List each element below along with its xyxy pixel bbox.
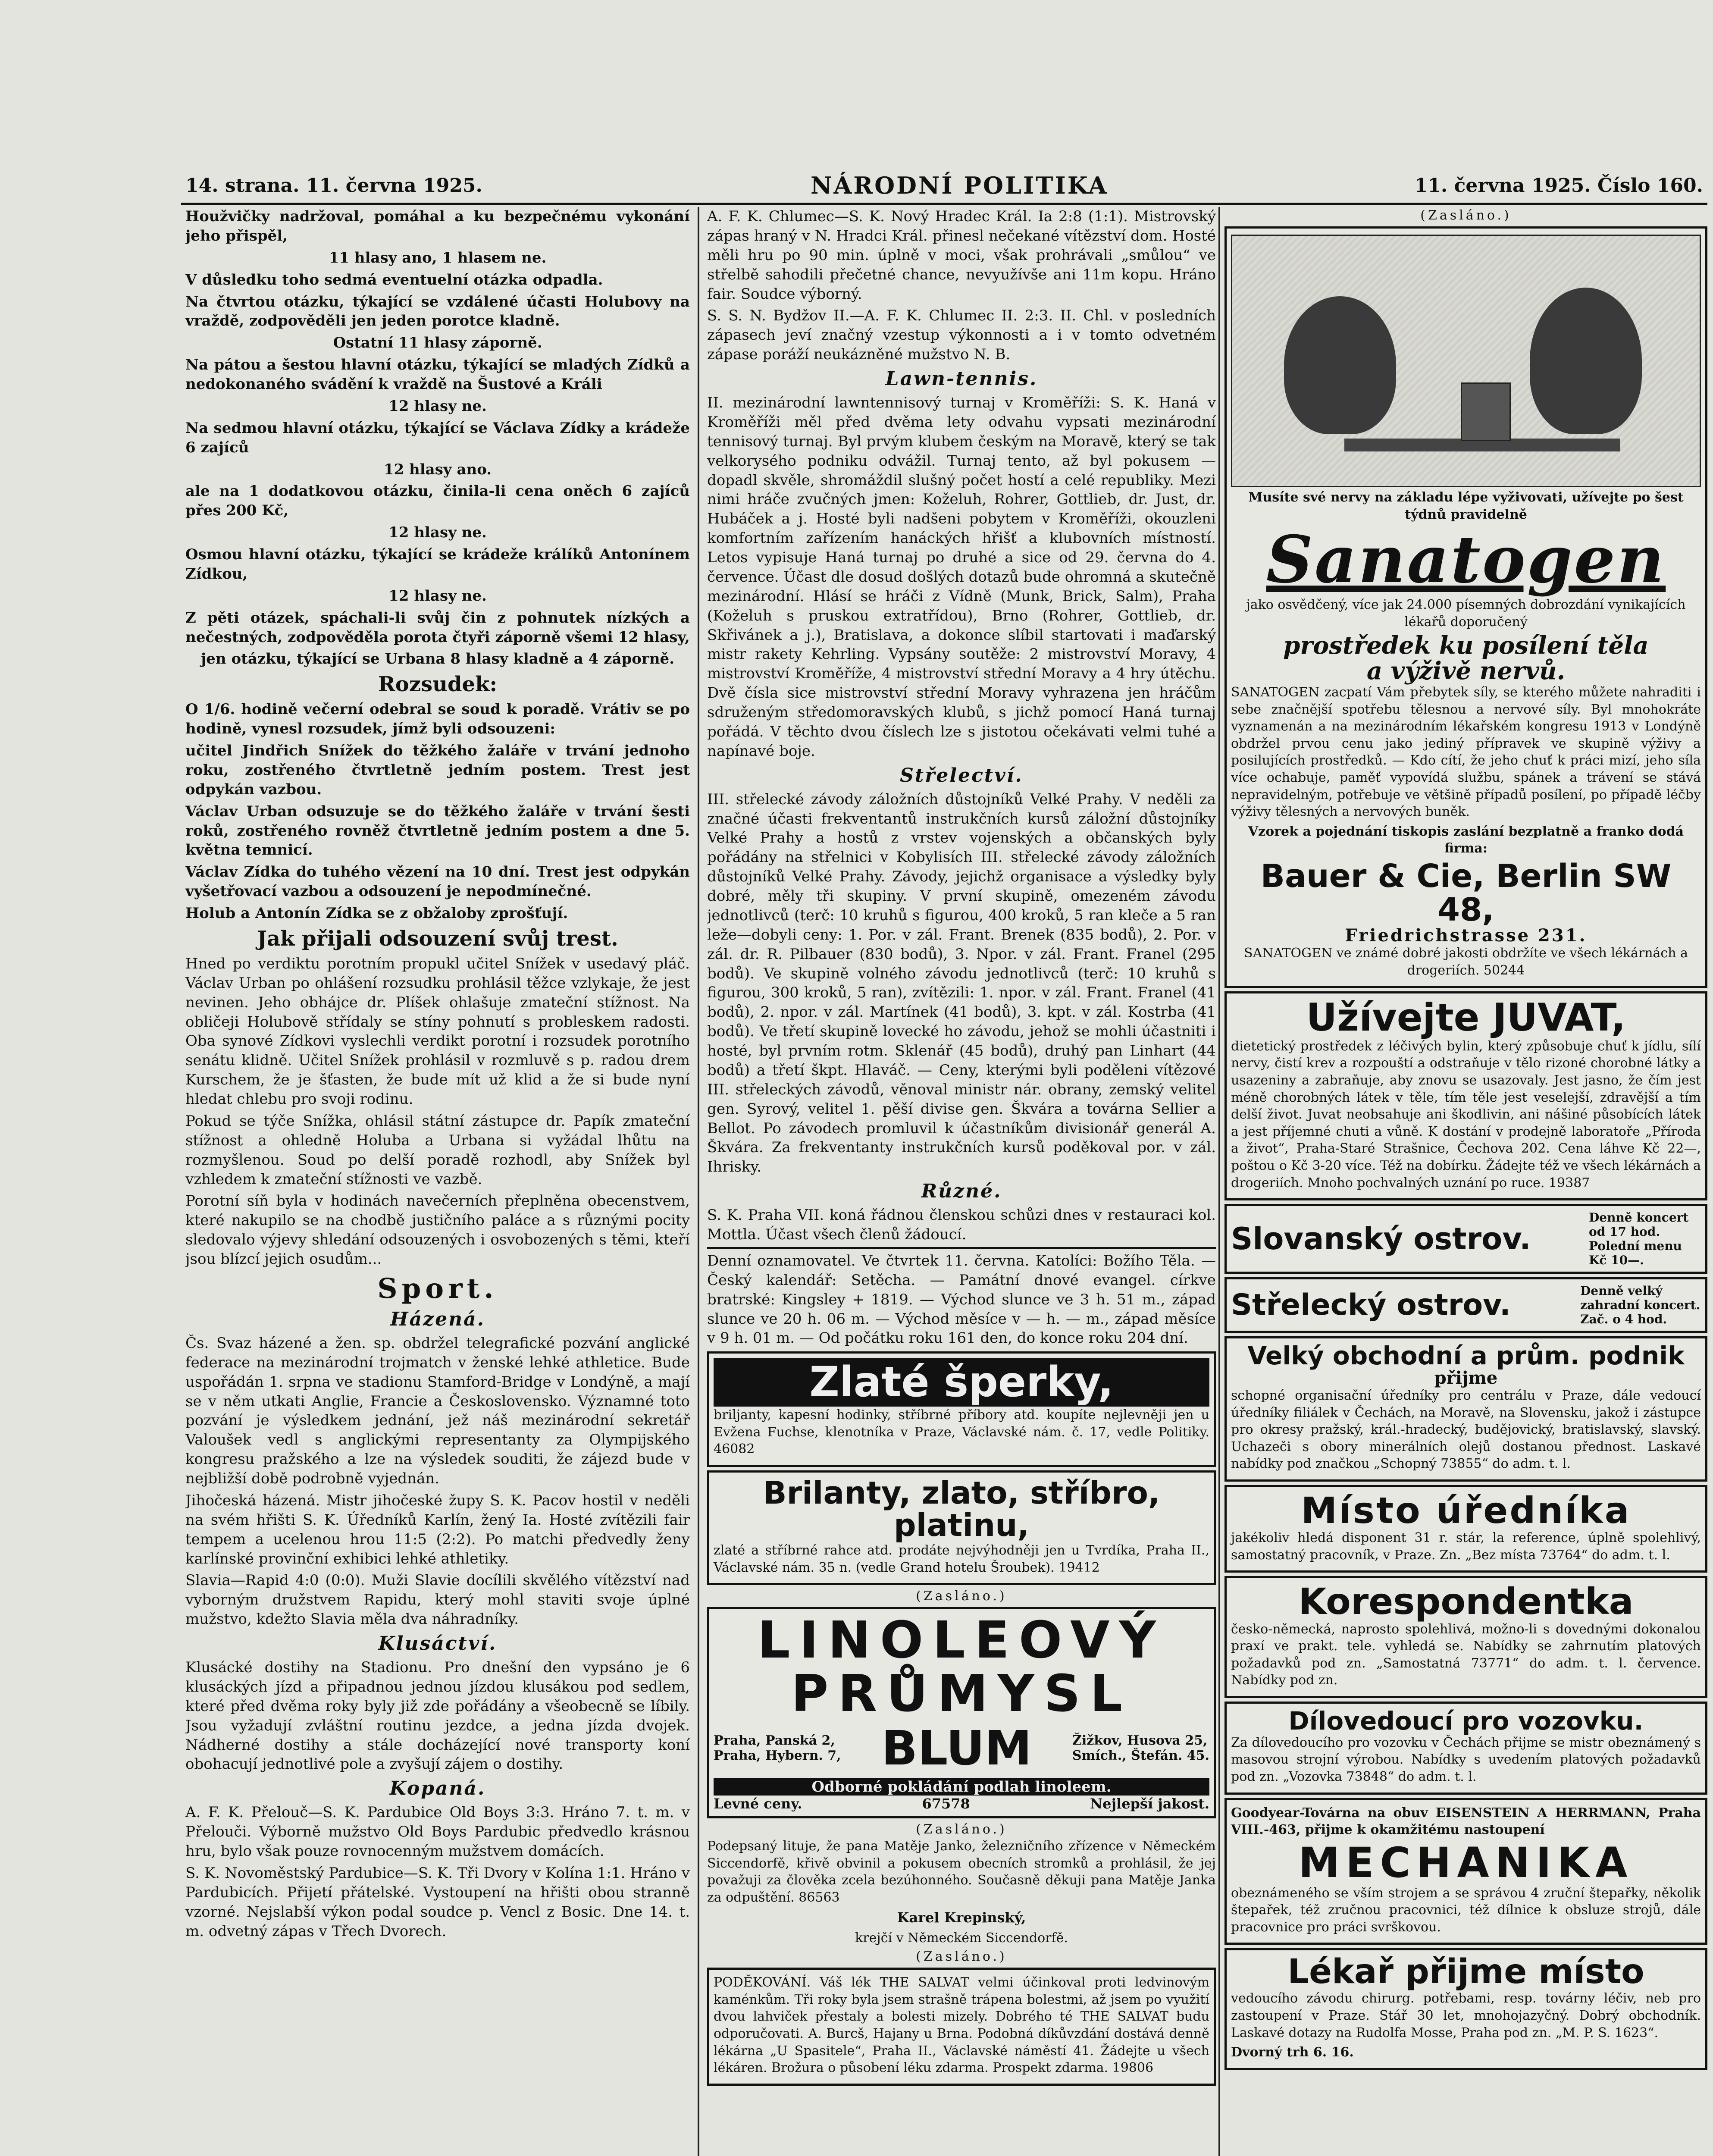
- paragraph: Porotní síň byla v hodinách navečerních přeplněna obecenstvem, které nakupilo se na chodbě justičního paláce a s různými pocity sledovalo výjevy shledání odsouzených i osvobozených s těmi, kteří jsou blízcí jejich osudům...: [185, 1192, 690, 1268]
- paragraph: Václav Zídka do tuhého vězení na 10 dní. Trest jest odpykán vyšetřovací vazbou a odsouzení je nepodmínečné.: [185, 863, 690, 900]
- paragraph: Pokud se týče Snížka, ohlásil státní zástupce dr. Papík zmateční stížnost a ohledně Holuba a Urbana si vyžádal lhůtu na rozmyšlenou. Soud po delší poradě rozhodl, aby Snížek byl vzhledem k zmateční stížnosti ve vazbě.: [185, 1112, 690, 1188]
- paragraph: S. K. Praha VII. koná řádnou členskou schůzi dnes v restauraci kol. Mottla. Účast všech členů žádoucí.: [707, 1206, 1216, 1243]
- section-heading-rozsudek: Rozsudek:: [378, 672, 498, 697]
- ad-brilanty: [707, 1470, 1216, 1585]
- paragraph: Na sedmou hlavní otázku, týkající se Václava Zídky a krádeže 6 zajíců: [185, 419, 690, 456]
- ad-title-line2: PRŮMYSL: [791, 1664, 1132, 1724]
- paragraph: Na čtvrtou otázku, týkající se vzdálené účasti Holubovy na vraždě, zodpověděli jen jeden porotce kladně.: [185, 293, 690, 330]
- ad-the-salvat: [707, 1968, 1216, 2086]
- illustration-two-men-at-table: [1231, 235, 1701, 487]
- zaslano-label: (Zasláno.): [916, 1821, 1007, 1837]
- ad-text: briljanty, kapesní hodinky, stříbrné příbory atd. koupíte nejlevněji jen u Evžena Fuchse, klenotníka v Praze, Václavské nám. č. 17, vedle Politiky. 46082: [714, 1407, 1209, 1457]
- ad-strelecky-ostrov: [1224, 1277, 1707, 1333]
- vote-result: 12 hlasy ne.: [388, 587, 487, 605]
- ad-text: Denně koncert od 17 hod.: [1589, 1210, 1689, 1239]
- masthead: [185, 168, 1703, 203]
- ad-title: Místo úředníka: [1301, 1489, 1631, 1532]
- paragraph: Čs. Svaz házené a žen. sp. obdržel telegrafické pozvání anglické federace na mezinárodní trojmatch v ženské lehké athletice. Bude uspořádán 1. srpna ve stadionu Stamford-Bridge v Londýně, a mají se v něm utkati Anglie, Francie a Československo. Významné toto pozvání je výsledkem jednání, jež náš mezinárodní sekretář Valoušek vedl s anglickými representanty za Olympijského kongresu pražského a lze na výsledek souditi, že zájezd bude v nejbližší době podrobně vyjednán.: [185, 1334, 690, 1487]
- paragraph: Z pěti otázek, spáchali-li svůj čin z pohnutek nízkých a nečestných, zodpověděla porota čtyři záporně všemi 12 hlasy,: [185, 609, 690, 646]
- ad-title: Dílovedoucí pro vozovku.: [1288, 1706, 1644, 1736]
- column-2: [707, 207, 1216, 2156]
- ad-text: česko-německá, naprosto spolehlivá, možno-li s dovednými dokonalou praxí ve prakt. tele. vyhledá se. Nabídky se zahrnutím platových požadavků pod zn. „Samostatná 73771“ do adm. t. l. července. Nabídky pod zn.: [1231, 1621, 1701, 1688]
- ad-lekar: [1224, 1948, 1707, 2070]
- paragraph: Holub a Antonín Zídka se z obžaloby zprošťují.: [185, 905, 568, 922]
- ad-text: Za dílovedoucího pro vozovku v Čechách přijme se mistr obeznámený s masovou strojní výrobou. Nabídky s uvedením platových požadavků pod zn. „Vozovka 73848“ do adm. t. l.: [1231, 1735, 1701, 1785]
- vote-result: jen otázku, týkající se Urbana 8 hlasy kladně a 4 záporně.: [200, 650, 675, 668]
- ad-text: obeznámeného se vším strojem a se správou 4 zruční štepařky, několik štepařek, též zručnou pracovnici, též dílnice k obsluze strojů, dále pracovnice pro práci svrškovou.: [1231, 1885, 1701, 1935]
- zaslano-label: (Zasláno.): [916, 1949, 1007, 1965]
- ad-slogan: prostředek ku posílení těla: [1283, 631, 1649, 660]
- ad-text: PODĚKOVÁNÍ. Váš lék THE SALVAT velmi účinkoval proti ledvinovým kaménkům. Tři roky byla jsem strašně trápena bolestmi, až jsem po využití dvou lahviček přestaly a bolesti mizely. Dobrého té THE SALVAT budu odporučovati. A. Burcš, Hajany u Brna. Podobná díkůvzdání dostává denně lékárna „U Spasitele“, Praha II., Václavské náměstí 41. Žádejte u všech lékáren. Brožura o působení léku zdarma. Prospekt zdarma. 19806: [714, 1975, 1209, 2076]
- ad-address: Friedrichstrasse 231.: [1345, 925, 1587, 946]
- paragraph: III. střelecké závody záložních důstojníků Velké Prahy. V neděli za značné účasti frekventantů instrukčních kursů záložní důstojníky Velké Prahy a hostů z vrstev vojenských a občanských byly pořádány na střelnici v Kobylisích III. střelecké závody záložních důstojníků Velké Prahy. Závody, jejichž organisace a výsledky byly dobré, měly tři skupiny. V první skupině, omezeném závodu jednotlivců (terč: 10 kruhů s figurou, 400 kroků, 5 ran kleče a 5 ran leže—dobyli ceny: 1. Por. v zál. Frant. Brenek (835 bodů), 2. Por. v zál. dr. R. Pilbauer (830 bodů), 3. Npor. v zál. Frant. Franel (295 bodů). Ve skupině volného závodu jednotlivců (terč: 10 kruhů s figurou, 300 kroků, 5 ran), zvítězili: 1. npor. v zál. Frant. Franel (41 bodů), 2. npor. v zál. Martínek (41 bodů), 3. kpt. v zál. Kostrba (41 bodů). Ve třetí skupině lovecké ho závodu, jehož se mohli účastniti i hosté, byl prvním rotm. Sklenář (45 bodů), druhý pan Linhart (44 bodů) a třetí škpt. Hlaváč. — Ceny, kterými byli poděleni vítězové III. střeleckých závodů, věnoval ministr nár. obrany, zemský velitel gen. Syrový, velitel 1. pěší divise gen. Škvára a továrna Sellier a Bellot. Po závodech promluvil k účastníkům divisionář generál A. Škvára. Za frekventanty instrukčních kursů poděkoval por. v zál. Ihrisky.: [707, 790, 1216, 1176]
- column-divider: [1218, 207, 1220, 2156]
- paragraph: Osmou hlavní otázku, týkající se krádeže králíků Antonínem Zídkou,: [185, 546, 690, 583]
- zaslano-label: (Zasláno.): [916, 1589, 1007, 1604]
- figure-man-left: [1284, 296, 1396, 434]
- paragraph: V důsledku toho sedmá eventuelní otázka odpadla.: [185, 271, 603, 288]
- ad-text: vedoucího závodu chirurg. potřebami, resp. továrny léčiv, neb pro zastoupení v Praze. Stář 30 let, mnohojazyčný. Dobrý obchodník. Laskavé dotazy na Rudolfa Mosse, Praha pod zn. „M. P. S. 1623“.: [1231, 1991, 1701, 2040]
- paragraph: Hned po verdiktu porotním propukl učitel Snížek v usedavý pláč. Václav Urban po ohlášení rozsudku prohlásil těžce vzlykaje, že jest nevinen. Jeho obhájce dr. Plíšek ohlašuje zmateční stížnost. Na obličeji Holubově střídaly se stíny pohnutí s probleskem radosti. Oba synové Zídkovi vyslechli verdikt porotní i rozsudek porotního senátu klidně. Učitel Snížek prohlásil v rozmluvě s p. radou drem Kurschem, že je šťasten, že bude mít už klid a že si bude nyní hledat chlebu pro svoji rodinu.: [185, 955, 690, 1108]
- vote-result: 11 hlasy ano, 1 hlasem ne.: [329, 249, 547, 266]
- ad-misto-urednika: [1224, 1485, 1707, 1573]
- vote-result: 12 hlasy ano.: [383, 461, 492, 478]
- ad-title: Velký obchodní a prům. podnik: [1247, 1341, 1685, 1371]
- masthead-rule: [181, 203, 1707, 205]
- paragraph: Na pátou a šestou hlavní otázku, týkající se mladých Zídků a nedokonaného svádění k vraždě na Šustové a Králi: [185, 356, 690, 393]
- column-1: [185, 207, 690, 2156]
- paragraph: A. F. K. Chlumec—S. K. Nový Hradec Král. Ia 2:8 (1:1). Mistrovský zápas hraný v N. Hradci Král. přinesl nečekané vítězství dom. Hosté měli hru po 90 min. úplně v moci, však prohrávali „smůlou“ ve střelbě sahodili přečetné chance, nevyužívše ani 11m kopu. Hráno fair. Soudce výborný.: [707, 208, 1216, 303]
- ad-sanatogen: [1224, 226, 1707, 988]
- ad-zlate-sperky: [707, 1351, 1216, 1467]
- ad-company: Bauer & Cie, Berlin SW 48,: [1260, 857, 1672, 928]
- ad-text: jako osvědčený, více jak 24.000 písemných dobrozdání vynikajících lékařů doporučený: [1246, 597, 1686, 630]
- apology-notice: Podepsaný lituje, že pana Matěje Janko, železničního zřízence v Německém Siccendorfě, křivě obvinil a pokusem obecních stromků a prohlásil, že jej považuji za člověka zcela bezúhonného. Současně děkuji pana Matěje Janka za odpuštění. 86563: [707, 1838, 1216, 1905]
- address: Smích., Štefán. 45.: [1072, 1748, 1209, 1763]
- ad-title: Brilanty, zlato, stříbro, platinu,: [763, 1474, 1160, 1544]
- subheading-kopana: Kopaná.: [389, 1777, 486, 1800]
- paragraph: Jihočeská házená. Mistr jihočeské župy S. K. Pacov hostil v neděli na svém hřišti S. K. Úředníků Karlín, žený Ia. Hosté zvítězili fair tempem a ucelenou hrou 11:5 (2:2). Po matchi předvedly ženy karlínské provinční exhibici lehké athletiky.: [185, 1492, 690, 1567]
- daily-calendar: Denní oznamovatel. Ve čtvrtek 11. června. Katolíci: Božího Těla. — Český kalendář: Setěcha. — Památní dnové evangel. církve bratrské: Kingsley + 1819. — Východ slunce ve 3 h. 51 m., západ slunce ve 20 h. 06 m. — Východ měsíce v — h. — m., západ měsíce v 9 h. 01 m. — Od počátku roku 161 den, do konce roku 204 dní.: [707, 1252, 1216, 1347]
- zaslano-label: (Zasláno.): [1420, 208, 1512, 223]
- vote-result: Ostatní 11 hlasy záporně.: [333, 334, 542, 352]
- paragraph: Slavia—Rapid 4:0 (0:0). Muži Slavie docílili skvělého vítězství nad vyborným družstvem Rapidu, který mohl staviti svoje úplné mužstvo, kdežto Slavia měla dva náhradníky.: [185, 1572, 690, 1628]
- figure-man-right: [1530, 288, 1642, 434]
- column-3: [1224, 207, 1707, 2156]
- ad-title: Užívejte JUVAT,: [1306, 995, 1626, 1040]
- paragraph: A. F. K. Přelouč—S. K. Pardubice Old Boys 3:3. Hráno 7. t. m. v Přelouči. Výborně mužstvo Old Boys Pardubic předvedlo krásnou hru, bylo však pouze rovnocenným mužstvem domácích.: [185, 1804, 690, 1860]
- section-heading-trest: Jak přijali odsouzení svůj trest.: [257, 926, 618, 951]
- ad-text: jakékoliv hledá disponent 31 r. stár, la reference, úplně spolehlivý, samostatný pracovník, v Praze. Zn. „Bez místa 73764“ do adm. t. l.: [1231, 1530, 1701, 1563]
- subheading-strelectvi: Střelectví.: [900, 764, 1023, 787]
- ad-text: Goodyear-Továrna na obuv EISENSTEIN A HERRMANN, Praha VIII.-463, přijme k okamžitému nastoupení: [1231, 1805, 1701, 1838]
- brand-blum: BLUM: [881, 1720, 1032, 1776]
- ad-text: Musíte své nervy na základu lépe vyživovati, užívejte po šest týdnů pravidelně: [1248, 490, 1684, 522]
- paragraph: O 1/6. hodině večerní odebral se soud k poradě. Vrátiv se po hodině, vynesl rozsudek, jímž byli odsouzeni:: [185, 701, 690, 738]
- ad-slogan: a výživě nervů.: [1366, 657, 1566, 686]
- ad-slovansky-ostrov: [1224, 1204, 1707, 1274]
- ad-text: Denně velký zahradní koncert. Zač. o 4 hod.: [1580, 1284, 1700, 1327]
- newspaper-title: NÁRODNÍ POLITIKA: [811, 172, 1109, 199]
- ad-title: Střelecký ostrov.: [1231, 1288, 1511, 1322]
- column-divider: [698, 207, 699, 2156]
- sanatogen-logo: Sanatogen: [1266, 522, 1666, 598]
- paragraph: S. K. Novoměstský Pardubice—S. K. Tři Dvory v Kolína 1:1. Hráno v Pardubicích. Přijetí přátelské. Vystoupení na hřišti obou stranně vzorné. Nejslabší výkon podal soudce p. Vencl z Bosic. Dne 14. t. m. odvetný zápas v Třech Dvorech.: [185, 1864, 690, 1940]
- ad-linoleovy-prumysl: [707, 1607, 1216, 1818]
- subheading-hazena: Házená.: [390, 1308, 485, 1330]
- ad-juvat: [1224, 991, 1707, 1200]
- ad-note: Levné ceny.: [714, 1795, 802, 1812]
- ad-title: Slovanský ostrov.: [1231, 1221, 1531, 1257]
- paragraph: učitel Jindřich Snížek do těžkého žaláře v trvání jednoho roku, zostřeného čtvrtletně jedním postem. Trest jest odpykán vazbou.: [185, 742, 690, 798]
- section-heading-sport: Sport.: [377, 1272, 498, 1305]
- issue-date-number: 11. června 1925. Číslo 160.: [1414, 174, 1703, 197]
- ad-title: MECHANIKA: [1298, 1838, 1634, 1887]
- ad-subtitle: přijme: [1434, 1368, 1498, 1388]
- ad-note: Nejlepší jakost.: [1090, 1795, 1209, 1812]
- ad-mechanika: [1224, 1798, 1707, 1945]
- ad-text: dietetický prostředek z léčivých bylin, který způsobuje chuť k jídlu, sílí nervy, čistí krev a rozpouští a odstraňuje v tělo rizoné chorobné látky a usazeniny a zabraňuje, aby znovu se usazovaly. Jest jasno, že čím jest méně chorobných látek v těle, tím těle jest veselejší, zdravější a tím delší život. Juvat neobsahuje ani škodlivin, ani nášiné působících látek a jest příjemné chuti a vůně. K dostání v prodejně laboratoře „Příroda a život“, Praha-Staré Strašnice, Čechova 202. Cena láhve Kč 22—, poštou o Kč 3-20 více. Též na dobírku. Žádejte též ve všech lékárnách a drogeriích. Mnoho pochvalných uznání po ruce. 19387: [1231, 1038, 1701, 1191]
- paragraph: II. mezinárodní lawntennisový turnaj v Kroměříži: S. K. Haná v Kroměříži měl před dvěma lety odvahu vypsati mezinárodní tennisový turnaj. Byl prvým klubem českým na Moravě, který se tak velkorysého podniku odvážil. Turnaj tento, až byl pokusem — dopadl skvěle, shromáždil slušný počet hostí a celé republiky. Mezi nimi hráče zvučných jmen: Koželuh, Rohrer, Gottlieb, dr. Just, dr. Hubáček a j. Hosté byli nadšeni pobytem v Kroměříži, okouzleni komfortním zařízením hanáckých hřišť a klubovních místností. Letos vypisuje Haná turnaj po druhé a sice od 29. června do 4. července. Účast dle dosud došlých dotazů bude ohromná a skutečně mezinárodní. Hlásí se hráči z Vídně (Munk, Brick, Salm), Praha (Koželuh s pruskou extratřídou), Brno (Rohrer, Gottlieb, dr. Skřivánek a j.), Bratislava, a dokonce slíbil startovati i maďarský mistr rakety Kehrling. Vypsány soutěže: 2 mistrovství Moravy, 4 mistrovství Kroměříže, 4 mistrovství střední Moravy a 4 hry útěchu. Dvě čísla sice mistrovství střední Moravy vyhrazena jen hráčům sdruženým středomoravských klubů, s jichž pomocí Haná turnaj pořádá. V těchto dvou číslech lze s jistotou očekávati velmi tuhé a napínavé boje.: [707, 394, 1216, 760]
- divider: [707, 1247, 1216, 1249]
- subheading-lawn-tennis: Lawn-tennis.: [885, 368, 1038, 390]
- ad-dilovedouci: [1224, 1702, 1707, 1795]
- paragraph: Klusácké dostihy na Stadionu. Pro dnešní den vypsáno je 6 klusáckých jízd a připadnou jednou jízdou klusákou pod sedlem, které před dvěma roky byly již zde pořádány a všeobecně se líbily. Jsou vyžadují zvláštní routinu jezdce, a jedna jízda dvojek. Nádherné dostihy a stále docházející nové transporty koní obohacují jednotlivé pole a zvyšují zájem o dostihy.: [185, 1659, 690, 1773]
- vote-result: 12 hlasy ne.: [388, 397, 487, 415]
- ad-text: SANATOGEN zacpatí Vám přebytek síly, se kterého můžete nahraditi i sebe značnější spotřebu tělesnou a nervové síly. Byl mnohokráte vyznamenán a na mezinárodním lékařském kongresu 1913 v Londýně obdržel prvou cenu jako jediný přípravek ve skupině výživy a posilujících prostředků. — Kdo cítí, že jeho chuť k práci mizí, jeho síla více ochabuje, paměť vypovídá službu, spánek a trávení se stává nepravidelným, potřebuje ve většině případů posílení, po případě léčby výživy tělesných a nervových buněk.: [1231, 684, 1701, 820]
- signature-detail: krejčí v Německém Siccendorfě.: [855, 1930, 1068, 1946]
- ad-text: Polední menu Kč 10—.: [1589, 1239, 1682, 1268]
- address: Žižkov, Husova 25,: [1072, 1733, 1208, 1748]
- paragraph: S. S. N. Bydžov II.—A. F. K. Chlumec II. 2:3. II. Chl. v posledních zápasech jeví značný vzestup výkonnosti a i v tomto odvetném zápase poráží neukázněné mužstvo N. B.: [707, 307, 1216, 364]
- signature: Karel Krepinský,: [897, 1909, 1026, 1926]
- address: Praha, Hybern. 7,: [714, 1748, 841, 1763]
- ad-number: 67578: [922, 1795, 970, 1812]
- ad-text: Dvorný trh 6. 16.: [1231, 2045, 1354, 2060]
- ad-subline: Odborné pokládání podlah linoleem.: [714, 1778, 1209, 1796]
- page-number-date: 14. strana. 11. června 1925.: [185, 174, 482, 197]
- ad-title: Korespondentka: [1298, 1580, 1634, 1623]
- ad-text: zlaté a stříbrné rahce atd. prodáte nejvýhodněji jen u Tvrdíka, Praha II., Václavské nám. 35 n. (vedle Grand hotelu Šroubek). 19412: [714, 1543, 1209, 1575]
- paragraph: Václav Urban odsuzuje se do těžkého žaláře v trvání šesti roků, zostřeného rovněž čtvrtletně jedním postem a dne 5. května temnicí.: [185, 802, 690, 859]
- ad-text: schopné organisační úředníky pro centrálu v Praze, dále vedoucí úředníky filiálek v Čechách, na Moravě, na Slovensku, jakož i zástupce pro okresy pražský, král.-hradecký, budějovický, bratislavský, slavský. Uchazeči s obory minerálních olejů dostanou přednost. Laskavé nabídky pod značkou „Schopný 73855“ do adm. t. l.: [1231, 1388, 1701, 1472]
- paragraph: ale na 1 dodatkovou otázku, činila-li cena oněch 6 zajíců přes 200 Kč,: [185, 483, 690, 520]
- vote-result: 12 hlasy ne.: [388, 524, 487, 542]
- ad-text: SANATOGEN ve známé dobré jakosti obdržíte ve všech lékárnách a drogeriích. 50244: [1244, 946, 1688, 978]
- ad-korespondentka: [1224, 1576, 1707, 1698]
- address: Praha, Panská 2,: [714, 1733, 835, 1748]
- subheading-ruzne: Různé.: [921, 1180, 1002, 1203]
- ad-title: Zlaté šperky,: [714, 1358, 1209, 1407]
- verdict-intro: Houžvičky nadržoval, pomáhal a ku bezpečnému vykonání jeho přispěl,: [185, 208, 690, 244]
- ad-title: Lékař přijme místo: [1287, 1952, 1644, 1992]
- ad-text: Vzorek a pojednání tiskopis zaslání bezplatně a franko dodá firma:: [1248, 824, 1684, 856]
- sanatogen-jar: [1461, 382, 1511, 441]
- subheading-klusactvi: Klusáctví.: [378, 1633, 497, 1655]
- ad-velky-podnik: [1224, 1336, 1707, 1482]
- ad-title-line1: LINOLEOVÝ: [758, 1610, 1165, 1670]
